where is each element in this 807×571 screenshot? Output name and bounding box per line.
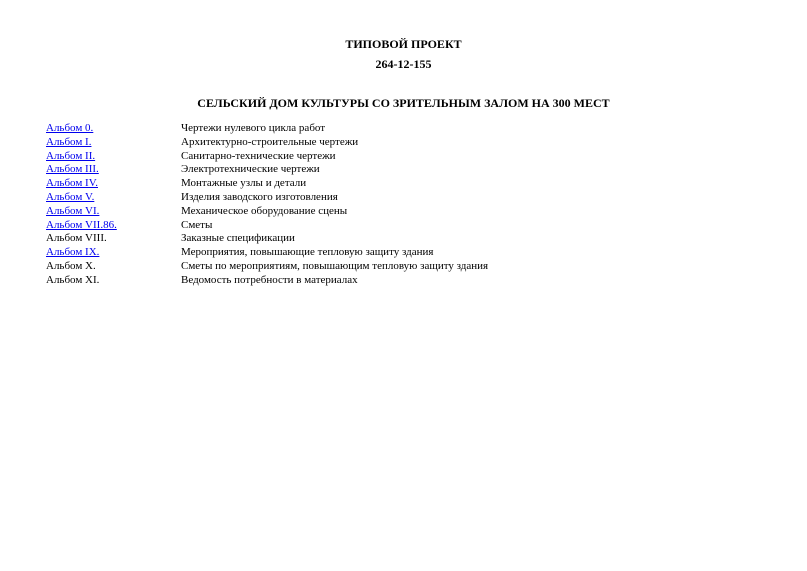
album-row [46, 191, 766, 205]
album-label: Альбом XI. [46, 273, 100, 286]
album-row [46, 260, 766, 274]
album-link[interactable]: Альбом I. [46, 135, 92, 148]
album-row [46, 246, 766, 260]
album-description: Механическое оборудование сцены [181, 204, 348, 217]
document-type-heading: ТИПОВОЙ ПРОЕКТ [345, 37, 462, 51]
album-description: Ведомость потребности в материалах [181, 273, 358, 286]
album-link[interactable]: Альбом III. [46, 163, 99, 176]
album-description: Сметы [181, 218, 213, 231]
album-description: Монтажные узлы и детали [181, 177, 307, 190]
album-row [46, 136, 766, 150]
album-link[interactable]: Альбом V. [46, 190, 95, 203]
album-description: Заказные спецификации [181, 232, 295, 245]
album-link[interactable]: Альбом VII.86. [46, 218, 117, 231]
album-label: Альбом VIII. [46, 232, 107, 245]
album-list [46, 122, 766, 288]
album-description: Архитектурно-строительные чертежи [181, 135, 359, 148]
album-row [46, 274, 766, 288]
album-link[interactable]: Альбом VI. [46, 204, 100, 217]
album-row [46, 232, 766, 246]
album-link[interactable]: Альбом 0. [46, 122, 94, 134]
album-label: Альбом X. [46, 259, 96, 272]
album-row [46, 150, 766, 164]
album-description: Мероприятия, повышающие тепловую защиту здания [181, 246, 434, 259]
album-row [46, 163, 766, 177]
album-description: Сметы по мероприятиям, повышающим тепловую защиту здания [181, 259, 489, 272]
album-row [46, 219, 766, 233]
album-row [46, 205, 766, 219]
album-link[interactable]: Альбом IX. [46, 246, 100, 259]
album-description: Чертежи нулевого цикла работ [181, 122, 326, 134]
album-description: Санитарно-технические чертежи [181, 149, 336, 162]
album-link[interactable]: Альбом IV. [46, 177, 98, 190]
album-row [46, 177, 766, 191]
project-number: 264-12-155 [375, 57, 432, 71]
project-title: СЕЛЬСКИЙ ДОМ КУЛЬТУРЫ СО ЗРИТЕЛЬНЫМ ЗАЛОМ НА 300 МЕСТ [197, 96, 610, 110]
album-description: Электротехнические чертежи [181, 163, 320, 176]
album-description: Изделия заводского изготовления [181, 190, 338, 203]
album-link[interactable]: Альбом II. [46, 149, 96, 162]
album-row [46, 122, 766, 136]
